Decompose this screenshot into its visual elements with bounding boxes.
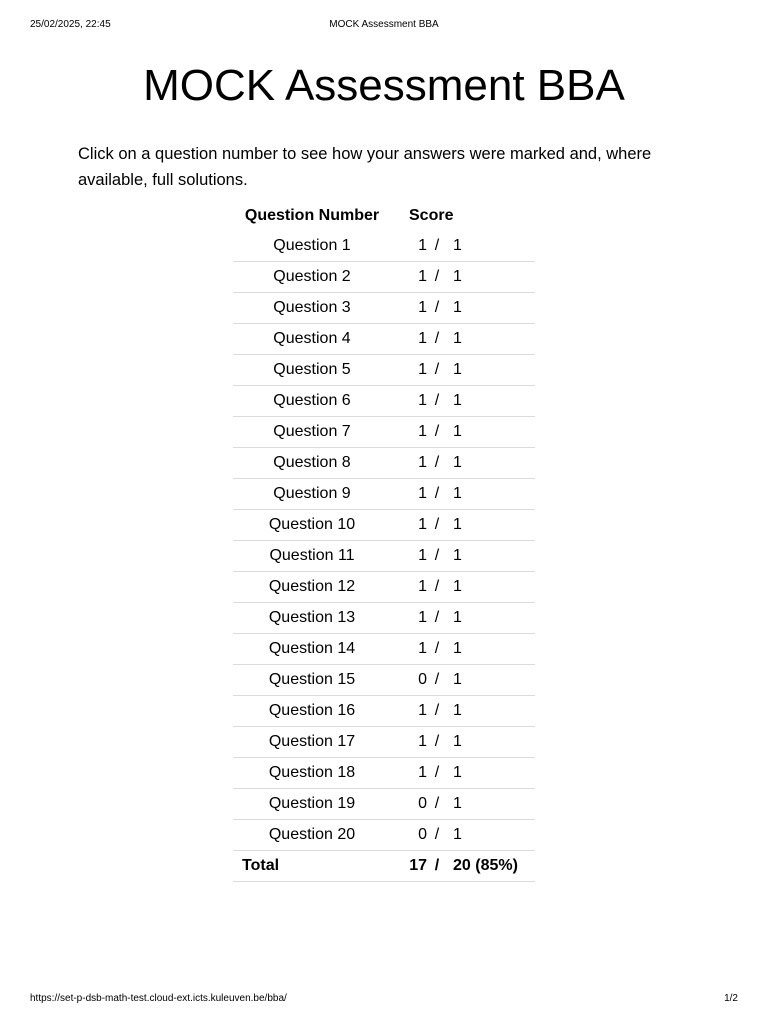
table-row <box>233 603 535 634</box>
score-separator: / <box>427 448 447 479</box>
table-row <box>233 572 535 603</box>
score-max: 1 <box>447 541 535 572</box>
score-separator: / <box>427 572 447 603</box>
question-link[interactable]: Question 10 <box>233 510 391 541</box>
score-obtained: 1 <box>391 479 427 510</box>
table-row <box>233 448 535 479</box>
score-max: 1 <box>447 665 535 696</box>
question-link[interactable]: Question 16 <box>233 696 391 727</box>
score-max: 1 <box>447 727 535 758</box>
question-link[interactable]: Question 9 <box>233 479 391 510</box>
score-separator: / <box>427 696 447 727</box>
score-obtained: 1 <box>391 541 427 572</box>
total-row <box>233 851 535 882</box>
print-footer-url: https://set-p-dsb-math-test.cloud-ext.icts.kuleuven.be/bba/ <box>30 993 287 1004</box>
score-obtained: 0 <box>391 789 427 820</box>
table-row <box>233 696 535 727</box>
total-score-separator: / <box>427 851 447 882</box>
score-separator: / <box>427 231 447 262</box>
score-max: 1 <box>447 355 535 386</box>
table-row <box>233 820 535 851</box>
score-separator: / <box>427 324 447 355</box>
score-table <box>233 201 535 882</box>
score-max: 1 <box>447 231 535 262</box>
score-max: 1 <box>447 634 535 665</box>
question-link[interactable]: Question 2 <box>233 262 391 293</box>
score-obtained: 1 <box>391 510 427 541</box>
table-row <box>233 231 535 262</box>
total-score-obtained: 17 <box>391 851 427 882</box>
score-separator: / <box>427 386 447 417</box>
print-footer-page-number: 1/2 <box>724 993 738 1004</box>
score-separator: / <box>427 789 447 820</box>
score-obtained: 1 <box>391 355 427 386</box>
score-obtained: 1 <box>391 262 427 293</box>
score-obtained: 1 <box>391 696 427 727</box>
score-max: 1 <box>447 479 535 510</box>
score-obtained: 0 <box>391 820 427 851</box>
table-row <box>233 758 535 789</box>
score-max: 1 <box>447 603 535 634</box>
question-link[interactable]: Question 18 <box>233 758 391 789</box>
header-score: Score <box>409 207 454 224</box>
score-obtained: 1 <box>391 417 427 448</box>
score-obtained: 1 <box>391 386 427 417</box>
score-separator: / <box>427 820 447 851</box>
question-link[interactable]: Question 1 <box>233 231 391 262</box>
score-separator: / <box>427 665 447 696</box>
score-max: 1 <box>447 324 535 355</box>
header-question-number: Question Number <box>244 207 380 224</box>
table-row <box>233 727 535 758</box>
question-link[interactable]: Question 5 <box>233 355 391 386</box>
question-link[interactable]: Question 20 <box>233 820 391 851</box>
question-link[interactable]: Question 13 <box>233 603 391 634</box>
table-row <box>233 479 535 510</box>
score-obtained: 1 <box>391 293 427 324</box>
table-row <box>233 665 535 696</box>
score-max: 1 <box>447 293 535 324</box>
print-header-datetime: 25/02/2025, 22:45 <box>30 19 111 30</box>
score-separator: / <box>427 603 447 634</box>
question-link[interactable]: Question 4 <box>233 324 391 355</box>
score-obtained: 1 <box>391 231 427 262</box>
question-link[interactable]: Question 12 <box>233 572 391 603</box>
score-separator: / <box>427 758 447 789</box>
score-max: 1 <box>447 448 535 479</box>
score-separator: / <box>427 510 447 541</box>
table-row <box>233 789 535 820</box>
score-max: 1 <box>447 510 535 541</box>
score-separator: / <box>427 634 447 665</box>
total-score-max: 20 (85%) <box>447 851 535 882</box>
score-max: 1 <box>447 262 535 293</box>
score-obtained: 0 <box>391 665 427 696</box>
score-rows <box>233 231 535 882</box>
table-row <box>233 417 535 448</box>
score-separator: / <box>427 355 447 386</box>
table-row <box>233 293 535 324</box>
table-row <box>233 510 535 541</box>
question-link[interactable]: Question 7 <box>233 417 391 448</box>
question-link[interactable]: Question 14 <box>233 634 391 665</box>
question-link[interactable]: Question 19 <box>233 789 391 820</box>
question-link[interactable]: Question 8 <box>233 448 391 479</box>
score-separator: / <box>427 727 447 758</box>
score-separator: / <box>427 541 447 572</box>
score-max: 1 <box>447 696 535 727</box>
question-link[interactable]: Question 17 <box>233 727 391 758</box>
table-row <box>233 355 535 386</box>
score-separator: / <box>427 417 447 448</box>
question-link[interactable]: Question 3 <box>233 293 391 324</box>
table-row <box>233 541 535 572</box>
print-header-title: MOCK Assessment BBA <box>329 19 439 30</box>
score-separator: / <box>427 262 447 293</box>
table-header-row <box>233 201 535 231</box>
score-max: 1 <box>447 417 535 448</box>
score-max: 1 <box>447 386 535 417</box>
total-label: Total <box>233 851 391 882</box>
question-link[interactable]: Question 15 <box>233 665 391 696</box>
score-separator: / <box>427 293 447 324</box>
score-obtained: 1 <box>391 324 427 355</box>
score-obtained: 1 <box>391 572 427 603</box>
intro-text: Click on a question number to see how your answers were marked and, where available, full solutions. <box>78 145 652 189</box>
table-row <box>233 324 535 355</box>
score-separator: / <box>427 479 447 510</box>
score-max: 1 <box>447 789 535 820</box>
table-row <box>233 634 535 665</box>
score-obtained: 1 <box>391 634 427 665</box>
score-obtained: 1 <box>391 727 427 758</box>
score-obtained: 1 <box>391 448 427 479</box>
score-max: 1 <box>447 758 535 789</box>
score-max: 1 <box>447 820 535 851</box>
question-link[interactable]: Question 11 <box>233 541 391 572</box>
table-row <box>233 386 535 417</box>
table-row <box>233 262 535 293</box>
score-max: 1 <box>447 572 535 603</box>
score-obtained: 1 <box>391 758 427 789</box>
score-obtained: 1 <box>391 603 427 634</box>
question-link[interactable]: Question 6 <box>233 386 391 417</box>
page-title: MOCK Assessment BBA <box>143 61 625 110</box>
